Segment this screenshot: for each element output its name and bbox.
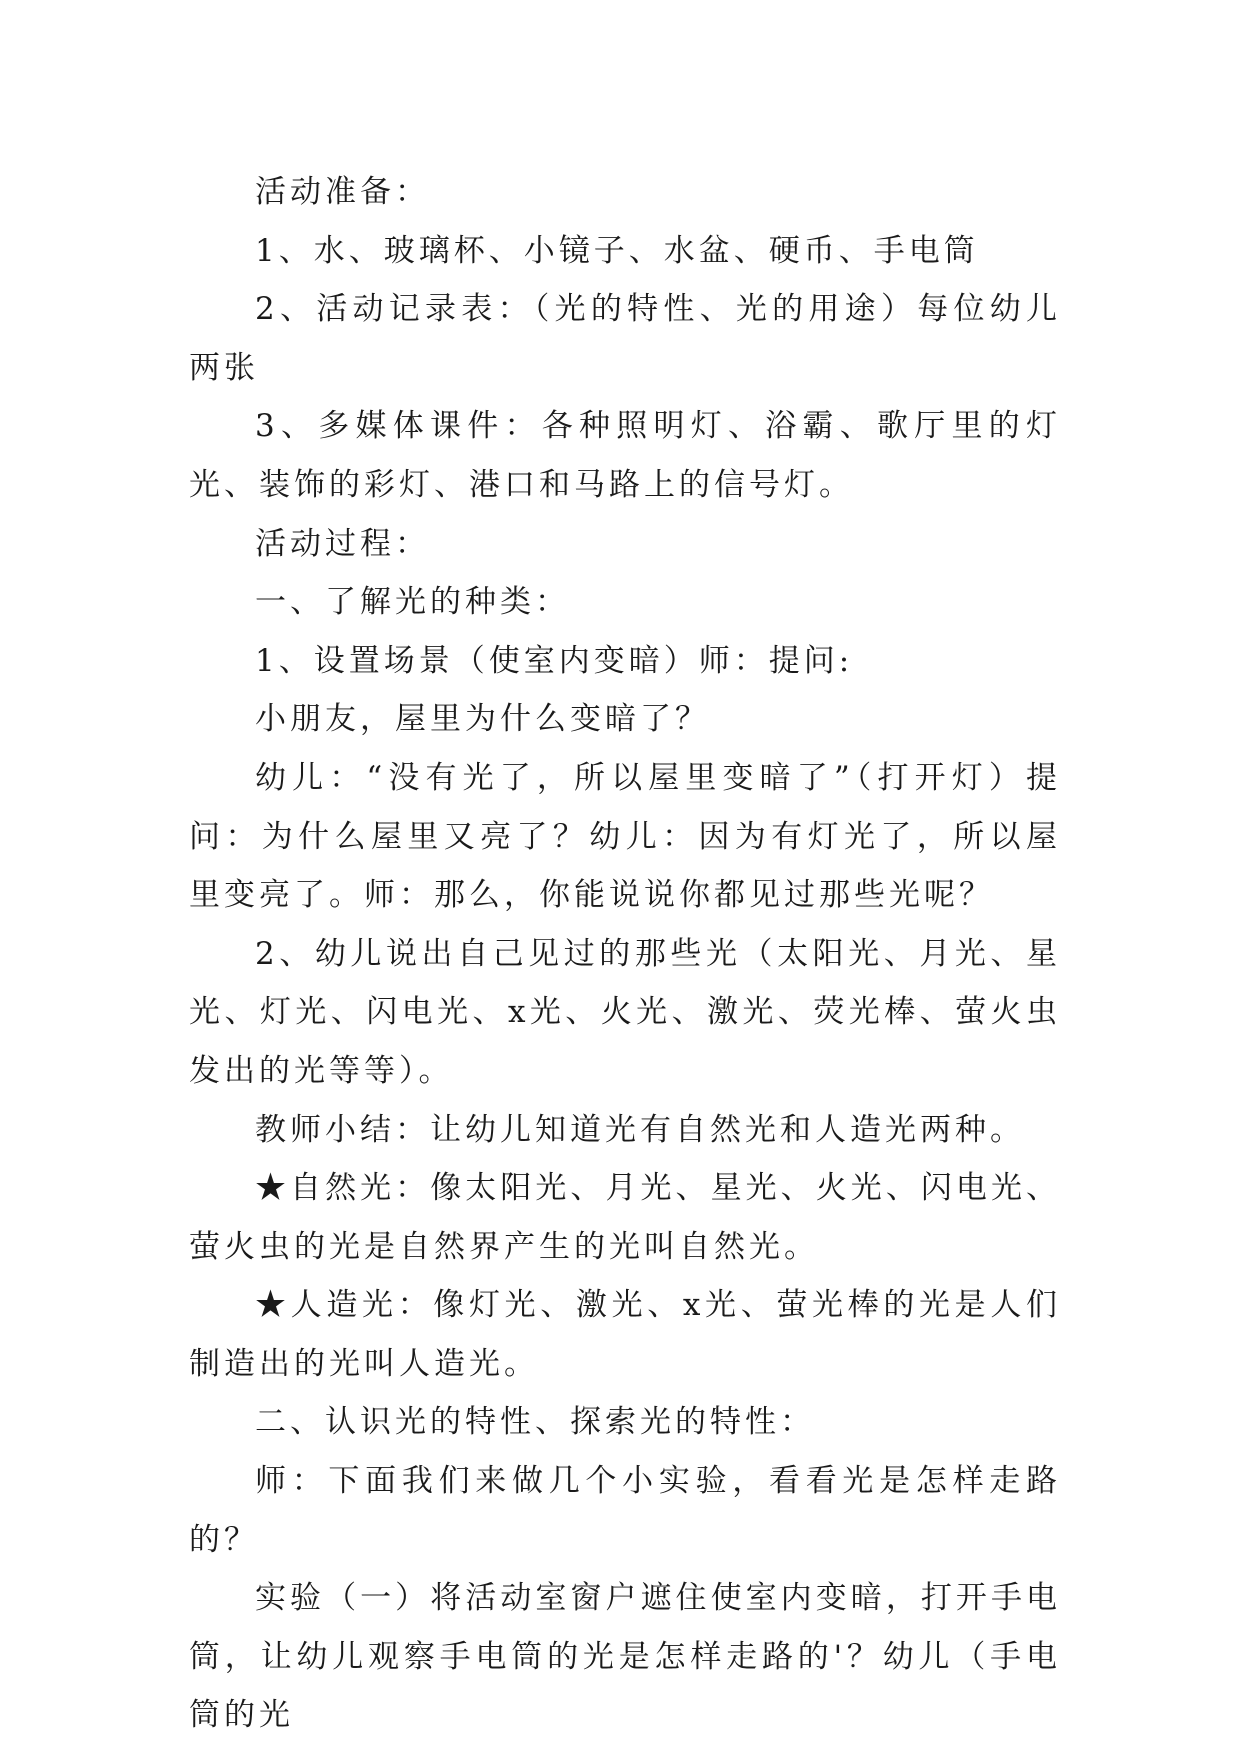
paragraph-experiment-one: 实验（一）将活动室窗户遮住使室内变暗，打开手电筒，让幼儿观察手电筒的光是怎样走路的'？幼儿（手电筒的光: [189, 1580, 1061, 1734]
paragraph-artificial-light: ★人造光：像灯光、激光、x光、萤光棒的光是人们制造出的光叫人造光。: [189, 1287, 1061, 1382]
paragraph-dialogue: 幼儿：“没有光了，所以屋里变暗了”（打开灯）提问：为什么屋里又亮了？幼儿：因为有灯光了，所以屋里变亮了。师：那么，你能说说你都见过那些光呢？: [189, 759, 1061, 914]
subsection-heading-types: 一、了解光的种类：: [255, 584, 570, 621]
list-item-record-sheet: 2、活动记录表：（光的特性、光的用途）每位幼儿两张: [189, 291, 1061, 386]
paragraph-natural-light: ★自然光：像太阳光、月光、星光、火光、闪电光、萤火虫的光是自然界产生的光叫自然光。: [189, 1170, 1061, 1265]
list-item-materials: 1、水、玻璃杯、小镜子、水盆、硬币、手电筒: [255, 232, 979, 269]
paragraph-lights-list: 2、幼儿说出自己见过的那些光（太阳光、月光、星光、灯光、闪电光、x光、火光、激光、荧光棒、萤火虫发出的光等等）。: [189, 935, 1061, 1089]
paragraph-experiment-intro: 师：下面我们来做几个小实验，看看光是怎样走路的？: [189, 1463, 1061, 1558]
subsection-heading-properties: 二、认识光的特性、探索光的特性：: [255, 1404, 815, 1441]
section-heading-process: 活动过程：: [255, 525, 430, 562]
paragraph-scene: 1、设置场景（使室内变暗）师：提问:: [255, 642, 854, 679]
paragraph-summary: 教师小结：让幼儿知道光有自然光和人造光两种。: [255, 1111, 1025, 1148]
paragraph-question: 小朋友，屋里为什么变暗了？: [255, 701, 710, 738]
list-item-multimedia: 3、多媒体课件：各种照明灯、浴霸、歌厅里的灯光、装饰的彩灯、港口和马路上的信号灯。: [189, 408, 1061, 503]
section-heading-preparation: 活动准备：: [255, 174, 430, 210]
